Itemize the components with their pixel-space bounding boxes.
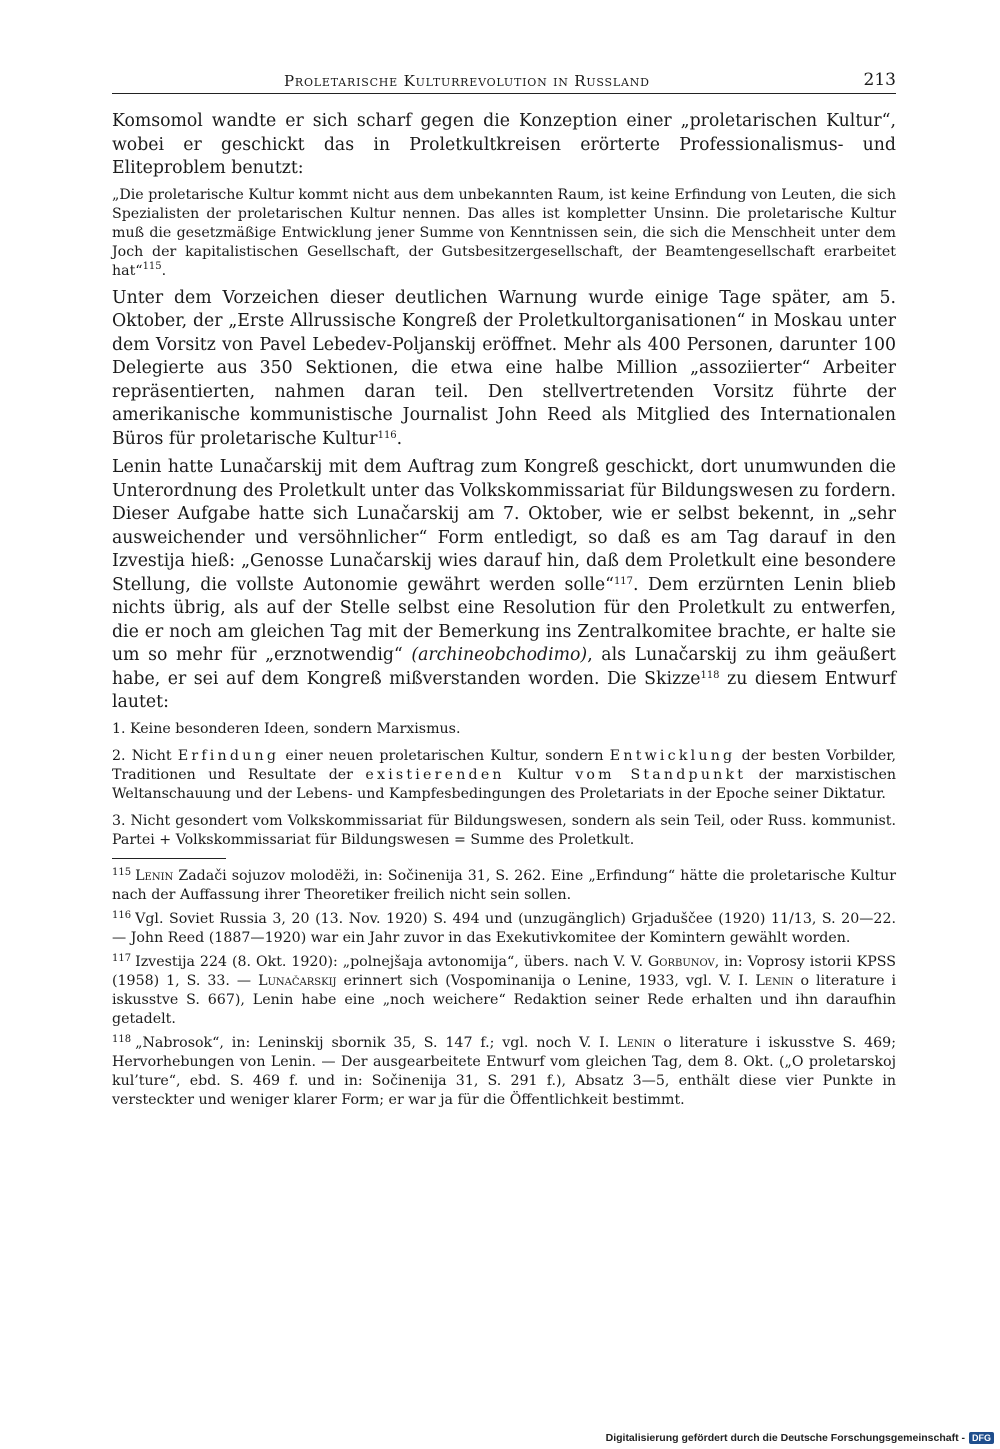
footnote-number: 117 [112, 952, 132, 964]
footnote-text: o literature i iskusstve S. 667), Lenin habe eine „noch weichere“ Redaktion seiner Rede erhalten und ihn daraufhin getadelt. [112, 972, 896, 1027]
lenin-quote: „Die proletarische Kultur kommt nicht aus dem unbekannten Raum, ist keine Erfindung von Leuten, die sich Spezialisten der proletarischen Kultur nennen. Das alles ist kompletter Unsinn. Die proletarische Kultur muß die gesetzmäßige Entwicklung jener Summe von Kenntnissen sein, die sich die Menschheit unter dem Joch der kapitalistischen Gesellschaft, der Gutsbesitzergesellschaft, der Beamtengesellschaft erarbeitet hat“$^{115}$. [112, 186, 896, 279]
footnote-text: , in: Voprosy istorii KPSS (1958) 1, S. 33. — [112, 953, 896, 989]
footnote-ref-116[interactable]: 116 [377, 429, 397, 441]
paragraph-3-text-b: . Dem erzürnten Lenin blieb nichts übrig, als auf der Stelle selbst eine Resolution für den Proletkult zu entwerfen, die er noch am gleichen Tag mit der Bemerkung ins Zentralkomitee brachte, er halte sie um so mehr für „erznotwendig“ [112, 574, 896, 665]
paragraph-3-text-a: Lenin hatte Lunačarskij mit dem Auftrag zum Kongreß geschickt, dort unumwunden die Unterordnung des Proletkult unter das Volkskommissariat für Bildungswesen zu fordern. Dieser Aufgabe hatte sich Lunačarskij am 7. Oktober, wie er selbst bekennt, in „sehr ausweichender und versöhnlicher“ Form entledigt, so daß es am Tag darauf in den Izvestija hieß: „Genosse Lunačarskij wies darauf hin, daß dem Proletkult eine besondere Stellung, die vollste Autonomie gewährt werden solle“ [112, 457, 896, 595]
footnote-text: Izvestija 224 (8. Okt. 1920): „polnejšaja avtonomija“, übers. nach V. V. [135, 953, 648, 970]
footnote-text: Vgl. Soviet Russia 3, 20 (13. Nov. 1920) S. 494 und (unzugänglich) Grjaduščee (1920) 11/13, S. 20—22. — John Reed (1887—1920) war ein Jahr zuvor in das Exekutivkomitee der Komintern gewählt worden. [112, 910, 896, 946]
list-item-2-text-b: einer neuen proletarischen Kultur, sondern [279, 747, 610, 764]
paragraph-2: Unter dem Vorzeichen dieser deutlichen Warnung wurde einige Tage später, am 5. Oktober, der „Erste Allrussische Kongreß der Proletkultorganisationen“ in Moskau unter dem Vorsitz von Pavel Lebedev-Poljanskij eröffnet. Mehr als 400 Personen, darunter 100 Delegierte aus 350 Sektionen, die etwa eine halbe Million „assoziierter“ Arbeiter repräsentierten, nahmen daran teil. Den stellvertretenden Vorsitz führte der amerikanische kommunistische Journalist John Reed als Mitglied des Internationalen Büros für proletarische Kultur$^{116}$. [112, 287, 896, 449]
emphasis-standpunkt: vom Standpunkt [575, 766, 747, 783]
footnote-number: 116 [112, 909, 132, 921]
footnote-116 [112, 910, 896, 948]
transliteration: (archineobchodimo) [411, 645, 588, 665]
page-number: 213 [863, 70, 896, 90]
footnote-117 [112, 953, 896, 1029]
list-item-2 [112, 747, 896, 804]
list-item-1: 1. Keine besonderen Ideen, sondern Marxismus. [112, 720, 461, 737]
emphasis-entwicklung: Entwicklung [609, 747, 736, 764]
digitization-credit [606, 1432, 994, 1444]
list-item-3: 3. Nicht gesondert vom Volkskommissariat für Bildungswesen, sondern als sein Teil, oder Russ. kommunist. Partei + Volkskommissariat für Bildungswesen = Summe des Proletkult. [112, 812, 896, 848]
author-name: Lenin [617, 1034, 656, 1051]
footnote-text: Zadači sojuzov molodëži, in: Sočinenija 31, S. 262. Eine „Erfindung“ hätte die proletarische Kultur nach der Auffassung ihrer Theoretiker freilich nicht sein sollen. [112, 867, 896, 903]
paragraph-1 [112, 110, 896, 181]
author-name: Lenin [755, 972, 794, 989]
quote-text: „Die proletarische Kultur kommt nicht aus dem unbekannten Raum, ist keine Erfindung von Leuten, die sich Spezialisten der proletarischen Kultur nennen. Das alles ist kompletter Unsinn. Die proletarische Kultur muß die gesetzmäßige Entwicklung jener Summe von Kenntnissen sein, die sich die Menschheit unter dem Joch der kapitalistischen Gesellschaft, der Gutsbesitzergesellschaft, der Beamtengesellschaft erarbeitet hat“ [112, 186, 896, 279]
list-item-2-text-c: der besten Vorbilder, Traditionen und Resultate der [112, 747, 896, 783]
list-item-2-text-a: 2. Nicht [112, 747, 178, 764]
credit-text: Digitalisierung gefördert durch die Deutsche Forschungsgemeinschaft - [605, 1432, 965, 1444]
book-page [112, 70, 896, 1115]
paragraph-2-text: Unter dem Vorzeichen dieser deutlichen Warnung wurde einige Tage später, am 5. Oktober, der „Erste Allrussische Kongreß der Proletkultorganisationen“ in Moskau unter dem Vorsitz von Pavel Lebedev-Poljanskij eröffnet. Mehr als 400 Personen, darunter 100 Delegierte aus 350 Sektionen, die etwa eine halbe Million „assoziierter“ Arbeiter repräsentierten, nahmen daran teil. Den stellvertretenden Vorsitz führte der amerikanische kommunistische Journalist John Reed als Mitglied des Internationalen Büros für proletarische Kultur [112, 287, 896, 449]
paragraph-3-text-c: , als Lunačarskij zu ihm geäußert habe, er sei auf dem Kongreß mißverstanden worden. Die Skizze [112, 645, 896, 689]
author-name: Lunačarskij [258, 972, 337, 989]
footnote-text: „Nabrosok“, in: Leninskij sbornik 35, S. 147 f.; vgl. noch V. I. [135, 1034, 618, 1051]
footnote-ref-118[interactable]: 118 [700, 669, 720, 681]
footnote-number: 118 [112, 1033, 132, 1045]
footnote-text: o literature i iskusstve S. 469; Hervorhebungen von Lenin. — Der ausgearbeitete Entwurf vom gleichen Tag, dem 8. Okt. („O proletarskoj kul’ture“, ebd. S. 469 f. und in: Sočinenija 31, S. 291 f.), Absatz 3—5, enthält diese vier Punkte in versteckter und weniger klarer Form; er war ja für die Öffentlichkeit bestimmt. [112, 1034, 896, 1108]
paragraph-1-text: Komsomol wandte er sich scharf gegen die Konzeption einer „proletarischen Kultur“, wobei er geschickt das in Proletkultkreisen erörterte Professionalismus- und Eliteproblem benutzt: [112, 111, 896, 178]
emphasis-existierenden: existierenden [365, 766, 505, 783]
paragraph-3-text-d: zu diesem Entwurf lautet: [112, 668, 896, 712]
running-head [112, 70, 896, 94]
paragraph-3 [112, 456, 896, 715]
author-name: Lenin [135, 867, 174, 884]
list-item-2-text-d: Kultur [504, 766, 576, 783]
footnote-divider [112, 858, 226, 859]
running-title: Proletarische Kulturrevolution in Russland [284, 72, 650, 90]
footnote-text: erinnert sich (Vospominanija o Lenine, 1933, vgl. V. I. [336, 972, 756, 989]
footnote-ref-115[interactable]: 115 [142, 260, 162, 272]
list-item-2-text-e: der marxistischen Weltanschauung und der Lebens- und Kampfesbedingungen des Proletariats in der Epoche seiner Diktatur. [112, 766, 896, 802]
footnote-118 [112, 1034, 896, 1110]
emphasis-erfindung: Erfindung [177, 747, 280, 764]
author-name: Gorbunov [647, 953, 715, 970]
footnote-115 [112, 867, 896, 905]
footnote-number: 115 [112, 866, 132, 878]
footnote-ref-117[interactable]: 117 [613, 575, 634, 587]
dfg-logo-icon: DFG [969, 1432, 994, 1444]
